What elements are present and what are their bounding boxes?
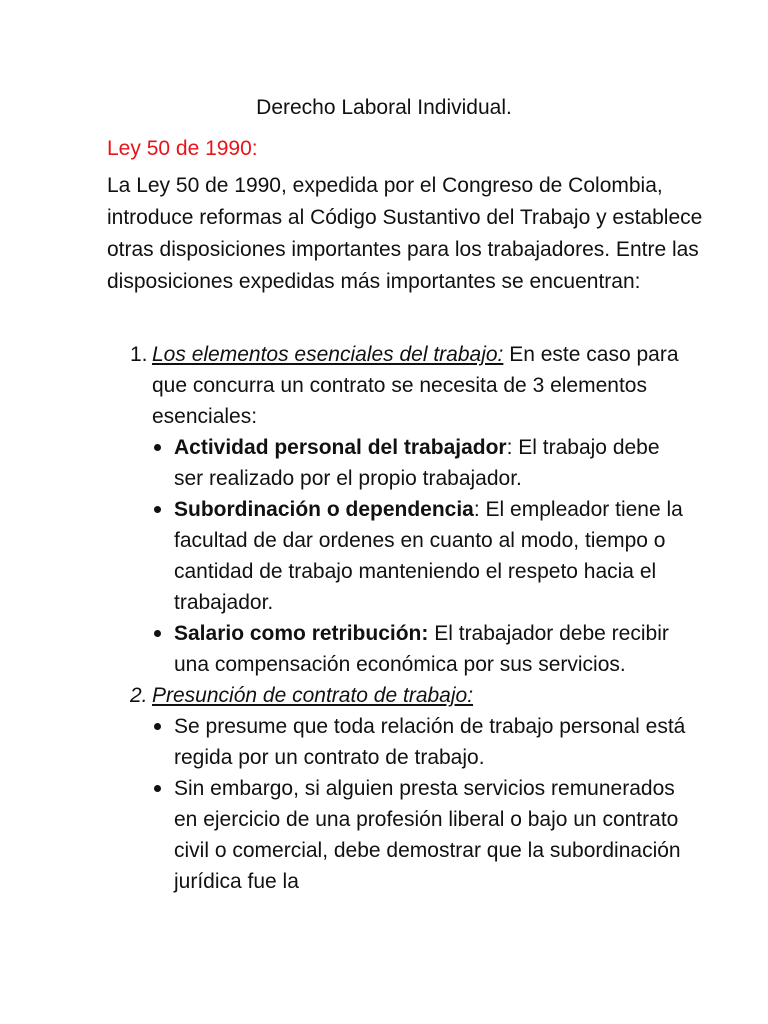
- bullet-text: Sin embargo, si alguien presta servicios remunerados en ejercicio de una profesión liberal o bajo un contrato civil o comercial, debe demostrar que la subordinación jurídica fue la: [174, 777, 681, 893]
- item-text: En este caso para que concurra un contrato se necesita de 3 elementos esenciales:: [152, 343, 679, 428]
- bullet-item: [152, 773, 687, 897]
- bullet-heading: Salario como retribución:: [174, 622, 429, 645]
- bullet-text: Se presume que toda relación de trabajo personal está regida por un contrato de trabajo.: [174, 715, 686, 769]
- list-number: 2.: [130, 684, 148, 707]
- bullet-item: [152, 711, 687, 773]
- bullet-heading: Actividad personal del trabajador: [174, 436, 507, 459]
- bullet-list: [152, 711, 687, 897]
- bullet-text: : El trabajo debe ser realizado por el propio trabajador.: [174, 436, 660, 490]
- document-title: Derecho Laboral Individual.: [256, 96, 512, 119]
- list-item-elementos: [107, 339, 687, 680]
- bullet-item: [152, 618, 687, 680]
- bullet-icon: [154, 630, 161, 637]
- law-heading: Ley 50 de 1990:: [107, 137, 258, 160]
- intro-paragraph: La Ley 50 de 1990, expedida por el Congreso de Colombia, introduce reformas al Código Sustantivo del Trabajo y establece otras disposiciones importantes para los trabajadores. Entre las disposiciones expedidas más importantes se encuentran:: [107, 174, 703, 293]
- bullet-item: [152, 432, 687, 494]
- bullet-icon: [154, 785, 161, 792]
- bullet-item: [152, 494, 687, 618]
- item-heading: Presunción de contrato de trabajo:: [152, 684, 474, 707]
- bullet-icon: [154, 444, 161, 451]
- list-number: 1.: [130, 343, 148, 366]
- numbered-list: [107, 339, 687, 897]
- list-item-presuncion: [107, 680, 687, 897]
- item-heading: Los elementos esenciales del trabajo:: [152, 343, 504, 366]
- bullet-heading: Subordinación o dependencia: [174, 498, 474, 521]
- bullet-icon: [154, 506, 161, 513]
- bullet-text: : El empleador tiene la facultad de dar ordenes en cuanto al modo, tiempo o cantidad de trabajo manteniendo el respeto hacia el trabajador.: [174, 498, 683, 614]
- bullet-text: El trabajador debe recibir una compensación económica por sus servicios.: [174, 622, 669, 676]
- bullet-list: [152, 432, 687, 680]
- bullet-icon: [154, 723, 161, 730]
